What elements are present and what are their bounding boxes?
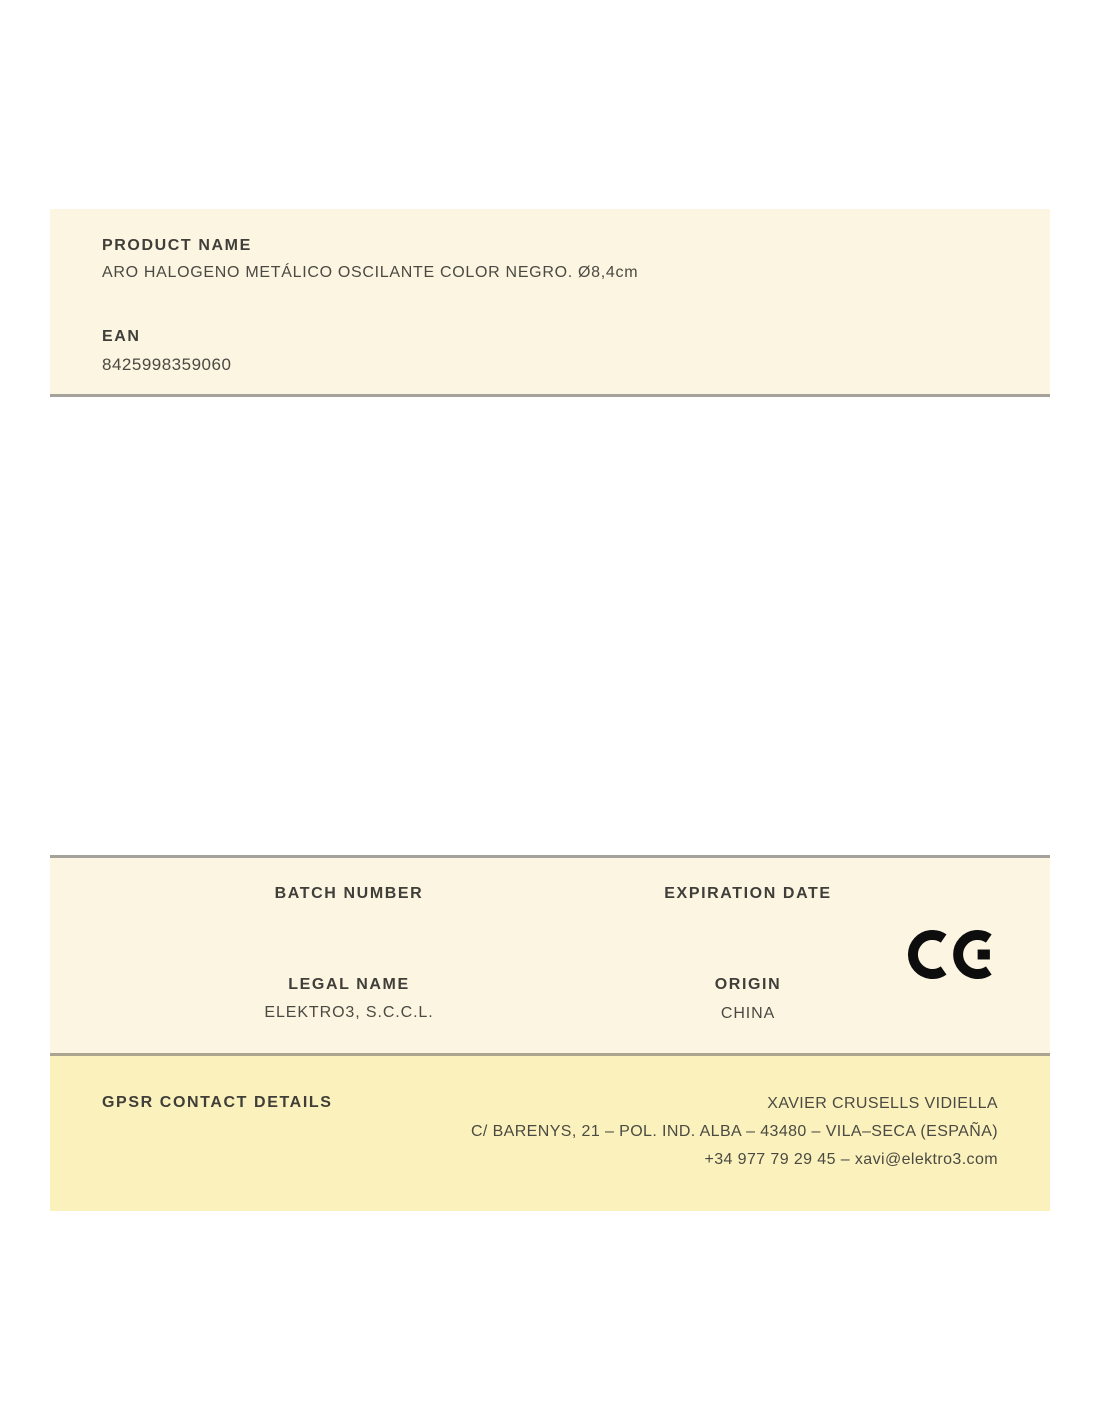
gpsr-contact-block xyxy=(471,1090,998,1174)
contact-name: XAVIER CRUSELLS VIDIELLA xyxy=(767,1095,998,1112)
origin-label: ORIGIN xyxy=(714,976,782,993)
legal-name-value: ELEKTRO3, S.C.C.L. xyxy=(264,1004,434,1021)
origin-value: CHINA xyxy=(720,1005,776,1022)
expiration-date-label: EXPIRATION DATE xyxy=(664,885,832,902)
product-info-section xyxy=(50,209,1050,397)
contact-address: C/ BARENYS, 21 – POL. IND. ALBA – 43480 – VILA–SECA (ESPAÑA) xyxy=(470,1123,998,1140)
contact-phone-email: +34 977 79 29 45 – xavi@elektro3.com xyxy=(704,1151,998,1168)
gpsr-contact-label: GPSR CONTACT DETAILS xyxy=(102,1094,333,1111)
gpsr-section xyxy=(50,1056,1050,1211)
ean-value: 8425998359060 xyxy=(102,355,232,374)
ce-mark-icon xyxy=(908,930,996,979)
legal-name-label: LEGAL NAME xyxy=(288,976,410,993)
traceability-section xyxy=(50,855,1050,1056)
product-name-value: ARO HALOGENO METÁLICO OSCILANTE COLOR NEGRO. Ø8,4cm xyxy=(102,264,639,281)
product-name-label: PRODUCT NAME xyxy=(102,237,252,254)
batch-number-label: BATCH NUMBER xyxy=(274,885,424,902)
ean-label: EAN xyxy=(102,328,141,345)
